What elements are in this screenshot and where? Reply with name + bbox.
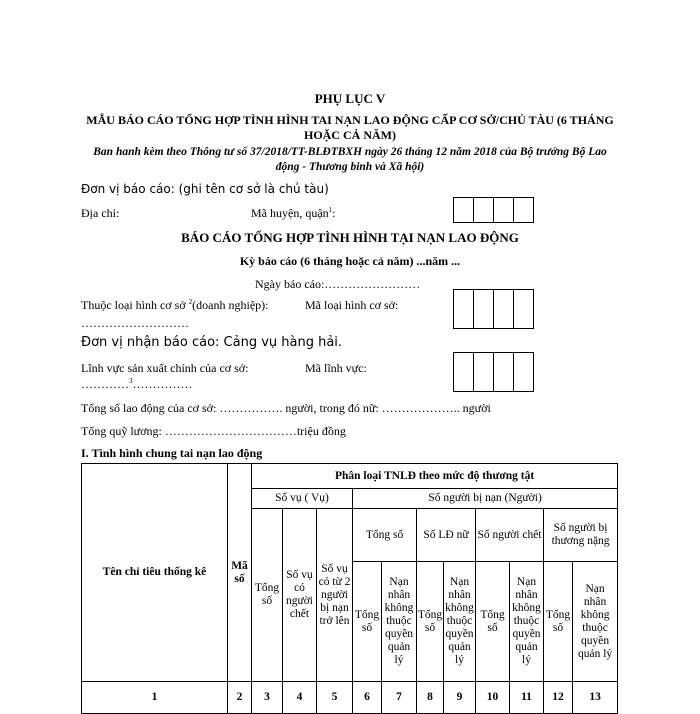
cases-multi-header: Số vụ có từ 2 người bị nạn trở lên (317, 509, 353, 682)
cases-deaths-header: Số vụ có người chết (283, 509, 317, 682)
sub-unmanaged-header: Nạn nhân không thuộc quyền quản lý (573, 562, 618, 682)
column-number: 3 (252, 682, 283, 714)
victims-injured-header: Số người bị thương nặng (544, 509, 618, 562)
enterprise-code-box[interactable] (474, 290, 494, 328)
column-number: 6 (353, 682, 382, 714)
victims-dead-header: Số người chết (476, 509, 544, 562)
enterprise-dots: ……………………… (81, 316, 189, 330)
workers-line: Tổng số lao động của cơ sở: ……………. người, trong đó nữ: ……………….. người (81, 401, 491, 415)
column-number: 9 (444, 682, 476, 714)
column-number: 11 (510, 682, 544, 714)
cases-header: Số vụ ( Vụ) (252, 489, 353, 509)
column-number: 1 (82, 682, 228, 714)
code-header: Mã số (228, 464, 252, 682)
district-code-box[interactable] (474, 198, 494, 222)
sector-footnote: 3 (129, 377, 133, 385)
cases-total-header: Tổng số (252, 509, 283, 682)
district-code-box[interactable] (514, 198, 533, 222)
payroll-line: Tổng quỹ lương: ……………………………triệu đồng (81, 424, 346, 438)
report-date: Ngày báo cáo:…………………… (255, 277, 421, 291)
section-title: I. Tình hình chung tai nạn lao động (81, 446, 263, 460)
report-title: BÁO CÁO TỔNG HỢP TÌNH HÌNH TẠI NẠN LAO ĐỘNG (181, 230, 519, 245)
enterprise-code-box[interactable] (494, 290, 514, 328)
enterprise-code-label: Mã loại hình cơ sở: (305, 298, 399, 312)
enterprise-code-box[interactable] (454, 290, 474, 328)
district-code-box[interactable] (454, 198, 474, 222)
district-code-box[interactable] (494, 198, 514, 222)
district-code-boxes[interactable] (453, 197, 534, 223)
victims-header: Số người bị nạn (Người) (353, 489, 618, 509)
enterprise-type-label: Thuộc loại hình cơ sở $^2$(doanh nghiệp): (81, 298, 269, 312)
sector-code-box[interactable] (494, 353, 514, 391)
district-footnote: 1 (328, 206, 333, 214)
column-number: 4 (283, 682, 317, 714)
address-label: Địa chỉ: (81, 206, 120, 220)
column-number: 13 (573, 682, 618, 714)
form-title: MẪU BÁO CÁO TỔNG HỢP TÌNH HÌNH TAI NẠN LAO ĐỘNG CẤP CƠ SỞ/CHỦ TÀU (6 THÁNG HOẶC CẢ NĂM) (86, 113, 614, 142)
column-number: 12 (544, 682, 573, 714)
sector-code-box[interactable] (514, 353, 533, 391)
accident-statistics-table (81, 463, 618, 714)
report-period: Kỳ báo cáo (6 tháng hoặc cả năm) ...năm ... (239, 254, 461, 268)
sub-unmanaged-header: Nạn nhân không thuộc quyền quản lý (382, 562, 417, 682)
sub-total-header: Tổng số (417, 562, 444, 682)
sector-code-box[interactable] (474, 353, 494, 391)
receiving-unit: Đơn vị nhận báo cáo: Cảng vụ hàng hải. (81, 335, 343, 350)
sector-code-boxes[interactable] (453, 352, 534, 392)
enterprise-footnote: 2 (188, 298, 193, 306)
issued-by-note: Ban hanh kèm theo Thông tư số 37/2018/TT-BLĐTBXH ngày 26 tháng 12 năm 2018 của Bộ trưởng Bộ Lao động - Thương binh và Xã hội) (93, 146, 607, 173)
indicator-name-header: Tên chỉ tiêu thống kê (82, 464, 228, 682)
sub-total-header: Tổng số (544, 562, 573, 682)
column-number: 5 (317, 682, 353, 714)
sector-label: Lĩnh vực sản xuất chính của cơ sở: (81, 361, 249, 375)
sub-total-header: Tổng số (476, 562, 510, 682)
sector-code-label: Mã lĩnh vực: (305, 361, 367, 375)
sub-unmanaged-header: Nạn nhân không thuộc quyền quản lý (444, 562, 476, 682)
classification-header: Phân loại TNLĐ theo mức độ thương tật (252, 464, 618, 489)
column-number: 2 (228, 682, 252, 714)
victims-female-header: Số LĐ nữ (417, 509, 476, 562)
column-number: 8 (417, 682, 444, 714)
sub-total-header: Tổng số (353, 562, 382, 682)
district-code-label: Mã huyện, quận$^1$: (251, 206, 336, 220)
sub-unmanaged-header: Nạn nhân không thuộc quyền quản lý (510, 562, 544, 682)
column-number: 7 (382, 682, 417, 714)
appendix-label: PHỤ LỤC V (314, 91, 386, 106)
sector-dots: …………$^3$…………… (81, 377, 193, 391)
enterprise-code-box[interactable] (514, 290, 533, 328)
sector-code-box[interactable] (454, 353, 474, 391)
victims-total-header: Tổng số (353, 509, 417, 562)
enterprise-code-boxes[interactable] (453, 289, 534, 329)
reporting-unit: Đơn vị báo cáo: (ghi tên cơ sở là chủ tàu) (81, 182, 329, 196)
column-number: 10 (476, 682, 510, 714)
